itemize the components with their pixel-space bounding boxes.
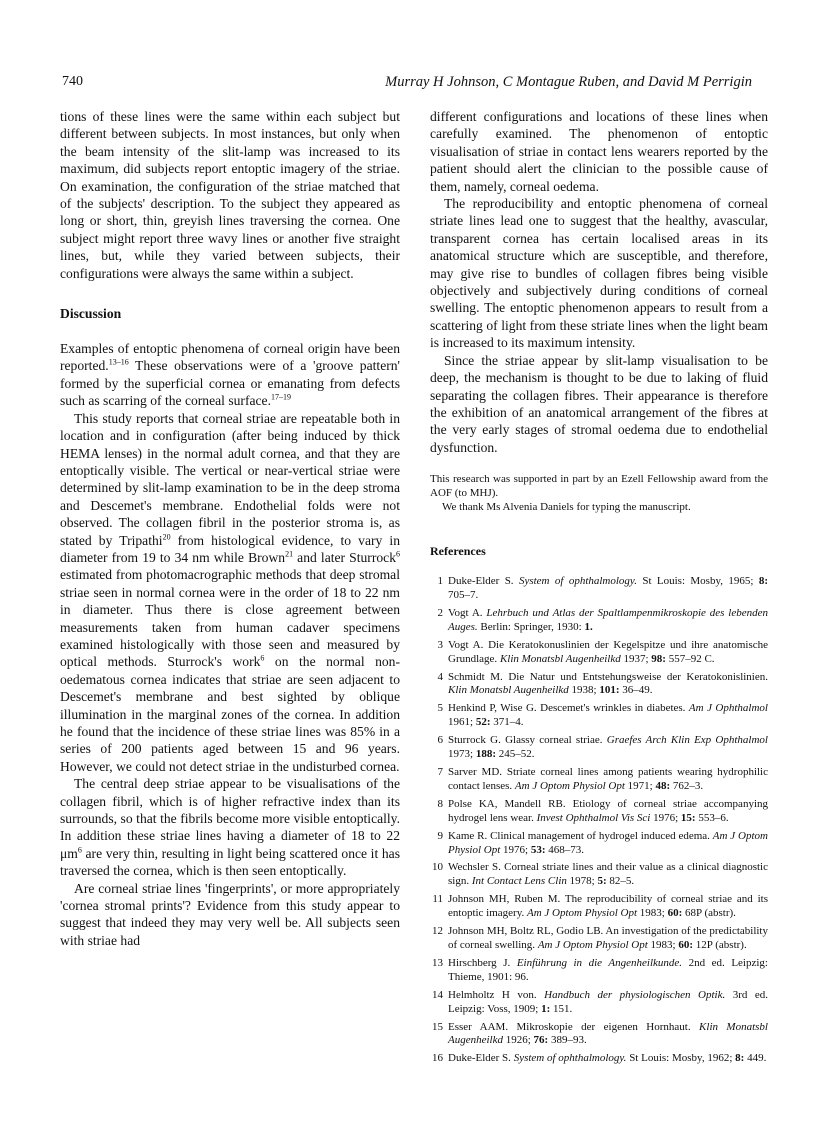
reference-pages: 36–49. bbox=[619, 684, 653, 697]
reference-authors-title: Sturrock G. Glassy corneal striae. bbox=[448, 734, 607, 747]
reference-authors-title: Duke-Elder S. bbox=[448, 1052, 514, 1065]
reference-details: 1983; bbox=[637, 907, 668, 920]
text-run: These observations were of a 'groove pattern' formed by the superficial cornea or emanating from defects such as scarring of the corneal surface. bbox=[60, 358, 400, 409]
reference-source: Klin Monatsbl Augenheilkd bbox=[448, 1020, 768, 1047]
reference-details: St Louis: Mosby, 1962; bbox=[626, 1052, 736, 1065]
reference-details: 1976; bbox=[650, 811, 681, 824]
reference-pages: 449. bbox=[744, 1052, 767, 1065]
reference-item bbox=[430, 1052, 768, 1066]
reference-item bbox=[430, 957, 768, 985]
citation-superscript: 21 bbox=[285, 549, 294, 559]
reference-details: St Louis: Mosby, 1965; bbox=[636, 575, 759, 588]
reference-source: Am J Optom Physiol Opt bbox=[448, 829, 768, 856]
reference-source: Am J Optom Physiol Opt bbox=[527, 907, 637, 920]
reference-source: Graefes Arch Klin Exp Ophthalmol bbox=[606, 734, 768, 747]
paragraph-reproducibility: The reproducibility and entoptic phenomena of corneal striate lines lead one to suggest that the healthy, avascular, transparent cornea has certain localised areas in its anatomical structure which are susceptible, and therefore, may give rise to bundles of collagen fibres being visible objectively and subjectively during conditions of corneal swelling. The entoptic phenomenon appears to result from a scattering of light from these striate lines when the light beam is increased to its maximum intensity. bbox=[430, 196, 768, 351]
reference-source: Am J Optom Physiol Opt bbox=[514, 779, 625, 792]
reference-authors-title: Vogt A. bbox=[448, 606, 487, 619]
reference-volume: 52: bbox=[475, 716, 491, 729]
reference-authors-title: Esser AAM. Mikroskopie der eigenen Hornhaut. bbox=[448, 1020, 700, 1033]
reference-source: System of ophthalmology. bbox=[518, 575, 637, 588]
reference-volume: 8: bbox=[758, 575, 768, 588]
reference-number: 11 bbox=[432, 893, 443, 906]
reference-volume: 8: bbox=[735, 1052, 745, 1065]
reference-details: 1978; bbox=[566, 875, 598, 888]
reference-details: 1983; bbox=[647, 938, 679, 951]
text-run: The central deep striae appear to be visualisations of the collagen fibril, which is of higher refractive index than its surrounds, so that the fibrils become more visible entoptically. In addition these striae lines having a diameter of 18 to 22 μm bbox=[60, 776, 400, 861]
reference-authors-title: Helmholtz H von. bbox=[448, 988, 545, 1001]
reference-details: 1926; bbox=[502, 1034, 534, 1047]
reference-source: Am J Optom Physiol Opt bbox=[537, 938, 648, 951]
reference-volume: 98: bbox=[651, 652, 666, 665]
reference-source: Lehrbuch und Atlas der Spaltlampenmikroskopie des lebenden Auges. bbox=[448, 606, 768, 633]
reference-number: 5 bbox=[437, 702, 443, 715]
reference-item bbox=[430, 861, 768, 889]
text-run: are very thin, resulting in light being scattered once it has traversed the cornea, which is then seen entoptically. bbox=[60, 845, 400, 879]
acknowledgement-thanks: We thank Ms Alvenia Daniels for typing the manuscript. bbox=[442, 501, 691, 514]
reference-pages: 12P (abstr). bbox=[693, 938, 747, 951]
reference-item bbox=[430, 798, 768, 826]
reference-number: 9 bbox=[437, 829, 443, 842]
reference-details: 1973; bbox=[448, 748, 476, 761]
reference-item bbox=[430, 989, 768, 1017]
reference-pages: 82–5. bbox=[606, 875, 635, 888]
reference-pages: 151. bbox=[550, 1002, 573, 1015]
citation-superscript: 6 bbox=[77, 845, 82, 855]
reference-pages: 371–4. bbox=[490, 716, 524, 729]
reference-pages: 762–3. bbox=[670, 779, 704, 792]
reference-item bbox=[430, 734, 768, 762]
reference-item bbox=[430, 1021, 768, 1049]
reference-volume: 76: bbox=[533, 1034, 549, 1047]
citation-superscript: 17–19 bbox=[270, 392, 291, 402]
reference-details: 1971; bbox=[624, 779, 656, 792]
reference-pages: 557–92 C. bbox=[665, 652, 715, 665]
reference-authors-title: Duke-Elder S. bbox=[448, 575, 519, 588]
reference-authors-title: Johnson MH, Ruben M. The reproducibility of corneal striae and its entoptic imagery. bbox=[448, 893, 768, 920]
reference-number: 7 bbox=[437, 766, 443, 778]
reference-volume: 1. bbox=[584, 620, 593, 633]
reference-item bbox=[430, 925, 768, 953]
reference-volume: 60: bbox=[667, 907, 683, 920]
reference-item bbox=[430, 702, 768, 730]
citation-superscript: 20 bbox=[162, 532, 171, 541]
reference-item bbox=[430, 830, 768, 858]
reference-source: Invest Ophthalmol Vis Sci bbox=[536, 811, 651, 824]
reference-source: Klin Monatsbl Augenheilkd bbox=[499, 652, 621, 665]
reference-item bbox=[430, 671, 768, 699]
reference-source: Handbuch der physiologischen Optik. bbox=[544, 988, 726, 1001]
reference-authors-title: Hirschberg J. bbox=[448, 956, 517, 969]
text-run: on the normal non-oedematous cornea indicates that striae are seen adjacent to Descemet's membrane and best sighted by oblique illumination in the marginal zones of the cornea. In addition he found that the incidence of these striae lines was 85% in a series of 200 patients aged between 15 and 96 years. However, we could not detect striae in the undisturbed cornea. bbox=[60, 654, 400, 774]
reference-source: Int Contact Lens Clin bbox=[471, 875, 567, 888]
reference-authors-title: Schmidt M. Die Natur und Entstehungsweise der Keratokonislinien. bbox=[448, 670, 768, 683]
reference-details: 1937; bbox=[620, 652, 652, 665]
reference-pages: 468–73. bbox=[545, 843, 584, 856]
reference-volume: 53: bbox=[530, 843, 546, 856]
reference-authors-title: Henkind P, Wise G. Descemet's wrinkles in diabetes. bbox=[448, 702, 689, 715]
reference-details: 1938; bbox=[568, 684, 600, 697]
reference-number: 15 bbox=[432, 1020, 443, 1033]
citation-superscript: 13–16 bbox=[108, 357, 129, 367]
reference-volume: 101: bbox=[599, 684, 620, 697]
reference-details: Berlin: Springer, 1930: bbox=[477, 620, 585, 633]
reference-authors-title: Wechsler S. Corneal striate lines and their value as a clinical diagnostic sign. bbox=[448, 861, 768, 888]
acknowledgement-funding: This research was supported in part by an Ezell Fellowship award from the AOF (to MHJ). bbox=[430, 473, 768, 500]
reference-details: 3rd ed. Leipzig: Voss, 1909; bbox=[448, 988, 768, 1015]
reference-source: Einführung in die Angenheilkunde. bbox=[516, 956, 683, 969]
reference-number: 10 bbox=[432, 861, 443, 874]
citation-superscript: 6 bbox=[260, 653, 265, 663]
reference-details: 1976; bbox=[500, 843, 531, 856]
reference-number: 16 bbox=[432, 1052, 443, 1065]
reference-source: Am J Ophthalmol bbox=[688, 702, 768, 715]
text-run: Examples of entoptic phenomena of corneal origin have been reported. bbox=[60, 341, 400, 374]
reference-item bbox=[430, 893, 768, 921]
reference-source: System of ophthalmology. bbox=[513, 1052, 627, 1065]
reference-details: 1961; bbox=[448, 716, 476, 729]
reference-volume: 5: bbox=[597, 875, 607, 888]
reference-volume: 48: bbox=[655, 779, 671, 792]
page-number: 740 bbox=[62, 74, 83, 89]
reference-authors-title: Polse KA, Mandell RB. Etiology of corneal striae accompanying hydrogel lens wear. bbox=[448, 797, 768, 824]
reference-pages: 705–7. bbox=[448, 589, 479, 602]
reference-pages: 389–93. bbox=[548, 1034, 587, 1047]
reference-authors-title: Sarver MD. Striate corneal lines among patients wearing hydrophilic contact lenses. bbox=[448, 766, 768, 792]
reference-volume: 188: bbox=[475, 748, 496, 761]
reference-number: 2 bbox=[437, 606, 443, 619]
right-column bbox=[430, 108, 768, 1070]
discussion-heading: Discussion bbox=[60, 306, 122, 322]
reference-number: 1 bbox=[437, 575, 443, 588]
reference-pages: 245–52. bbox=[495, 748, 535, 761]
running-head-authors: Murray H Johnson, C Montague Ruben, and David M Perrigin bbox=[385, 74, 752, 90]
reference-number: 3 bbox=[437, 638, 443, 651]
paragraph-entoptic-examples bbox=[60, 340, 400, 410]
reference-number: 13 bbox=[432, 956, 443, 969]
reference-authors-title: Kame R. Clinical management of hydrogel induced edema. bbox=[448, 829, 713, 842]
reference-item bbox=[430, 639, 768, 667]
paragraph-deep-striae: Since the striae appear by slit-lamp visualisation to be deep, the mechanism is thought to be due to laking of fluid separating the collagen fibres. Their appearance is therefore the exhibition of an anatomical arrangement of the fibres at the very early stages of stromal oedema due to endothelial dysfunction. bbox=[430, 352, 768, 455]
citation-superscript: 6 bbox=[396, 549, 400, 559]
paragraph-fingerprints: Are corneal striae lines 'fingerprints', or more appropriately 'cornea stromal prints'? Evidence from this study appear to suggest that indeed they may very well be. All subjects seen with striae had bbox=[60, 880, 400, 948]
reference-authors-title: Johnson MH, Boltz RL, Godio LB. An investigation of the predictability of corneal swelling. bbox=[448, 925, 768, 951]
reference-source: Klin Monatsbl Augenheilkd bbox=[448, 684, 569, 697]
left-column bbox=[60, 108, 400, 949]
paragraph-configurations: different configurations and locations of these lines when carefully examined. The phenomenon of entoptic visualisation of striae in contact lens wearers reported by the patient should alert the clinician to the possible cause of them, namely, corneal oedema. bbox=[430, 109, 768, 194]
reference-volume: 15: bbox=[680, 811, 696, 824]
reference-number: 14 bbox=[432, 988, 443, 1001]
text-run: from histological evidence, to vary in diameter from 19 to 34 nm while Brown bbox=[60, 532, 400, 565]
reference-item bbox=[430, 575, 768, 603]
reference-details: 2nd ed. Leipzig: Thieme, 1901: 96. bbox=[448, 956, 768, 983]
reference-number: 8 bbox=[437, 797, 443, 810]
reference-volume: 60: bbox=[678, 938, 694, 951]
text-run: estimated from photomacrographic methods that deep stromal striae seen in normal cornea were in the order of 18 to 22 nm in diameter. Thus there is close agreement between measurements taken from human cadaver specimens examined histologically with those seen and measured by optical methods. Sturrock's work bbox=[60, 567, 400, 670]
paragraph-results-end: tions of these lines were the same within each subject but different between subjects. In most instances, but only when the beam intensity of the slit-lamp was increased to its maximum, did subjects report entoptic imagery of the striae. On examination, the configuration of the striae matched that of the subjects' description. To the subject they appeared as long or short, thin, greyish lines traversing the cornea. One subject might report three wavy lines or another five straight lines, but, while they varied between subjects, their configurations were always the same within a subject. bbox=[60, 109, 400, 281]
reference-number: 12 bbox=[432, 925, 443, 938]
reference-volume: 1: bbox=[541, 1002, 551, 1015]
reference-list bbox=[430, 575, 768, 1066]
reference-pages: 68P (abstr). bbox=[682, 907, 736, 920]
reference-item bbox=[430, 607, 768, 635]
paragraph-study-reports bbox=[60, 410, 400, 776]
reference-authors-title: Vogt A. Die Keratokonuslinien der Kegelspitze und ihre anatomische Grundlage. bbox=[448, 638, 768, 665]
reference-pages: 553–6. bbox=[695, 811, 729, 824]
reference-item bbox=[430, 766, 768, 794]
text-run: This study reports that corneal striae are repeatable both in location and in configuration (after being induced by thick HEMA lenses) in the normal adult cornea, and that they are entoptically visible. The vertical or near-vertical striae were determined by slit-lamp examination to be in the deep stroma and Descemet's membrane. Endothelial folds were not observed. The collagen fibril in the posterior stroma is, as stated by Tripathi bbox=[60, 410, 400, 548]
reference-number: 6 bbox=[437, 734, 443, 747]
reference-number: 4 bbox=[437, 670, 443, 683]
text-run: and later Sturrock bbox=[293, 549, 396, 565]
references-heading: References bbox=[430, 544, 486, 559]
paragraph-central-striae bbox=[60, 775, 400, 879]
